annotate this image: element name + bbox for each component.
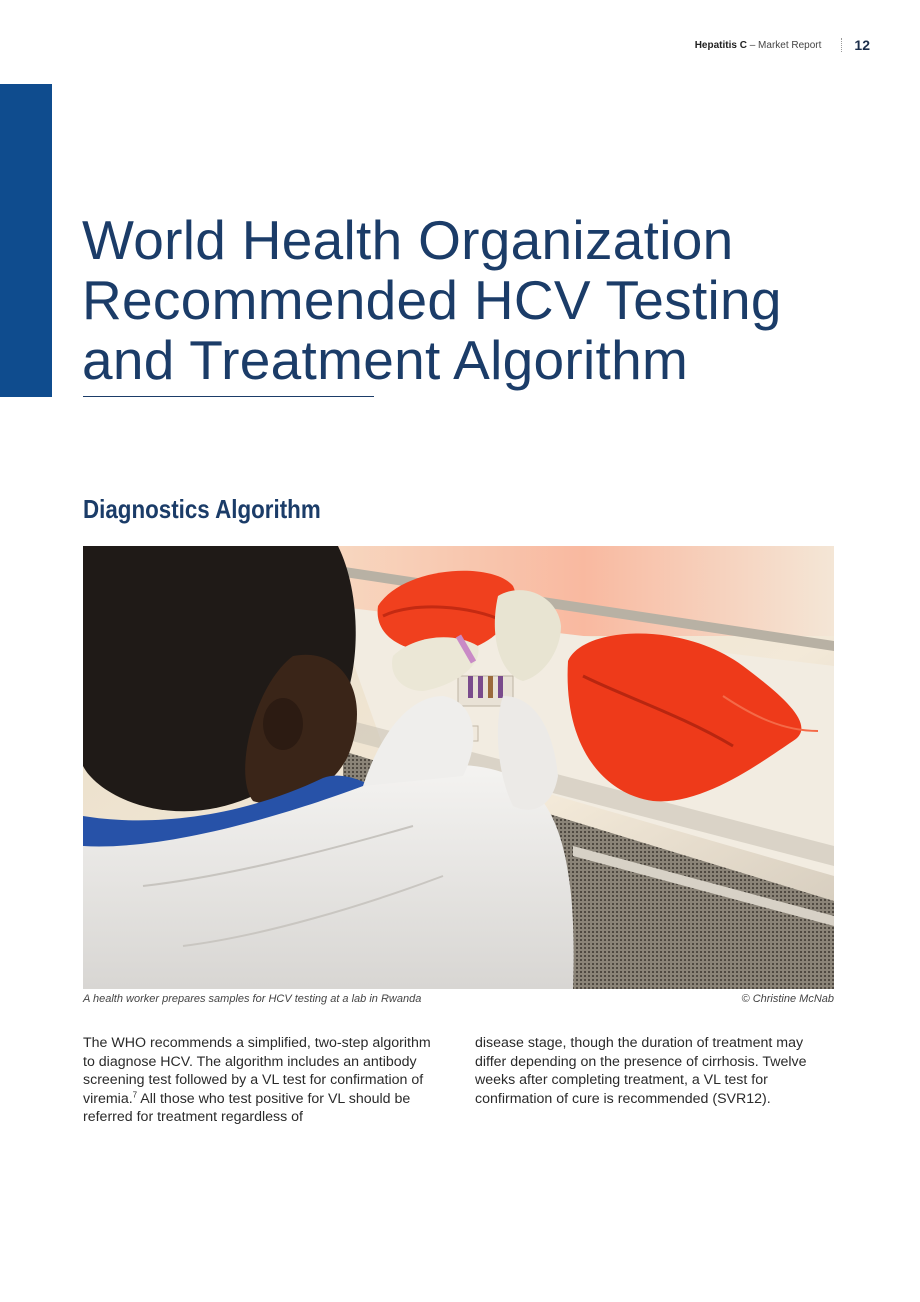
- page-title-line-2: Recommended HCV Testing: [82, 269, 782, 331]
- page-title: [82, 210, 782, 390]
- running-header: [695, 37, 870, 53]
- body-text-1a: The WHO recommends a simplified, two-step algorithm to diagnose HCV. The algorithm includes an antibody screening test followed by a VL test for confirmation of viremia.: [83, 1035, 431, 1107]
- page-title-line-1: World Health Organization: [82, 209, 734, 271]
- photo-caption: A health worker prepares samples for HCV testing at a lab in Rwanda: [83, 993, 422, 1005]
- lab-photo: [83, 546, 834, 989]
- page-title-line-3: and Treatment Algorithm: [82, 329, 689, 391]
- report-title-rest: – Market Report: [746, 39, 822, 51]
- title-underline: [83, 396, 374, 397]
- body-text-1b: All those who test positive for VL should be referred for treatment regardless of: [83, 1090, 411, 1125]
- footnote-reference[interactable]: 7: [132, 1089, 138, 1099]
- body-column-2: disease stage, though the duration of treatment may differ depending on the presence of cirrhosis. Twelve weeks after completing treatment, a VL test for confirmation of cure is recommended (SVR12).: [475, 1035, 807, 1107]
- accent-side-bar: [0, 84, 52, 397]
- page-number: 12: [854, 37, 870, 53]
- body-column-1: [83, 1034, 445, 1127]
- section-heading: Diagnostics Algorithm: [83, 494, 321, 524]
- header-divider: [841, 38, 842, 52]
- lab-photo-illustration: [83, 546, 834, 989]
- report-title-bold: Hepatitis C: [694, 39, 747, 51]
- photo-credit: © Christine McNab: [741, 993, 834, 1005]
- report-title: [695, 40, 822, 51]
